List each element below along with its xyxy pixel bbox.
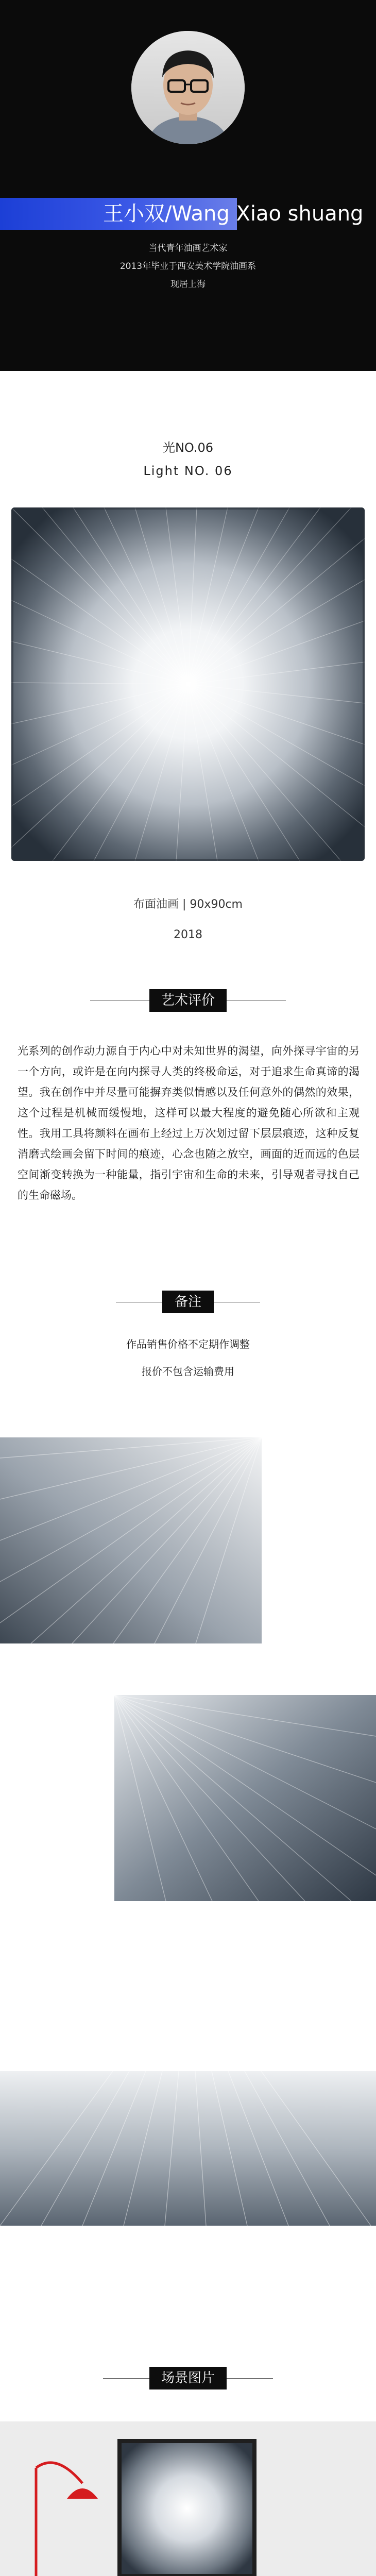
artwork-detail-3 — [0, 2071, 376, 2226]
artist-header — [0, 0, 376, 371]
remark-line-1: 作品销售价格不定期作调整 — [126, 1338, 250, 1350]
artwork-title-en: Light NO. 06 — [143, 464, 233, 478]
scene-section-title: 场景图片 — [149, 2367, 227, 2389]
artwork-detail-1 — [0, 1437, 262, 1643]
scene-image — [0, 2421, 376, 2576]
artwork-title-cn: 光NO.06 — [162, 440, 214, 455]
artist-bio-line-2: 2013年毕业于西安美术学院油画系 — [119, 261, 257, 272]
artist-name: 王小双/Wang Xiao shuang — [103, 202, 364, 226]
remark-line-2: 报价不包含运输费用 — [142, 1365, 234, 1378]
artwork-image — [11, 507, 365, 861]
artist-bio-line-3: 现居上海 — [170, 279, 206, 290]
remark-section-title: 备注 — [162, 1291, 214, 1313]
artwork-medium-size: 布面油画 | 90x90cm — [133, 898, 243, 911]
artwork-year: 2018 — [174, 928, 202, 941]
review-text: 光系列的创作动力源自于内心中对未知世界的渴望，向外探寻宇宙的另一个方向，或许是在向内探寻人类的终极命运，对于追求生命真谛的渴望。我在创作中并尽量可能摒弃类似情感以及任何意外的偶然的效果，这个过程是机械而缓慢地，这样可以最大程度的避免随心所欲和主观性。我用工具将颜料在画布上经过上万次划过留下层层痕迹，这种反复消磨式绘画会留下时间的痕迹，心念也随之放空，画面的近而远的色层空间渐变转换为一种能量，指引宇宙和生命的未来，引导观者寻找自己的生命磁场。 — [18, 1045, 360, 1201]
artwork-detail-2 — [114, 1695, 376, 1901]
artist-bio-line-1: 当代青年油画艺术家 — [148, 243, 228, 253]
artist-avatar — [131, 31, 245, 144]
review-section-title: 艺术评价 — [149, 989, 227, 1012]
